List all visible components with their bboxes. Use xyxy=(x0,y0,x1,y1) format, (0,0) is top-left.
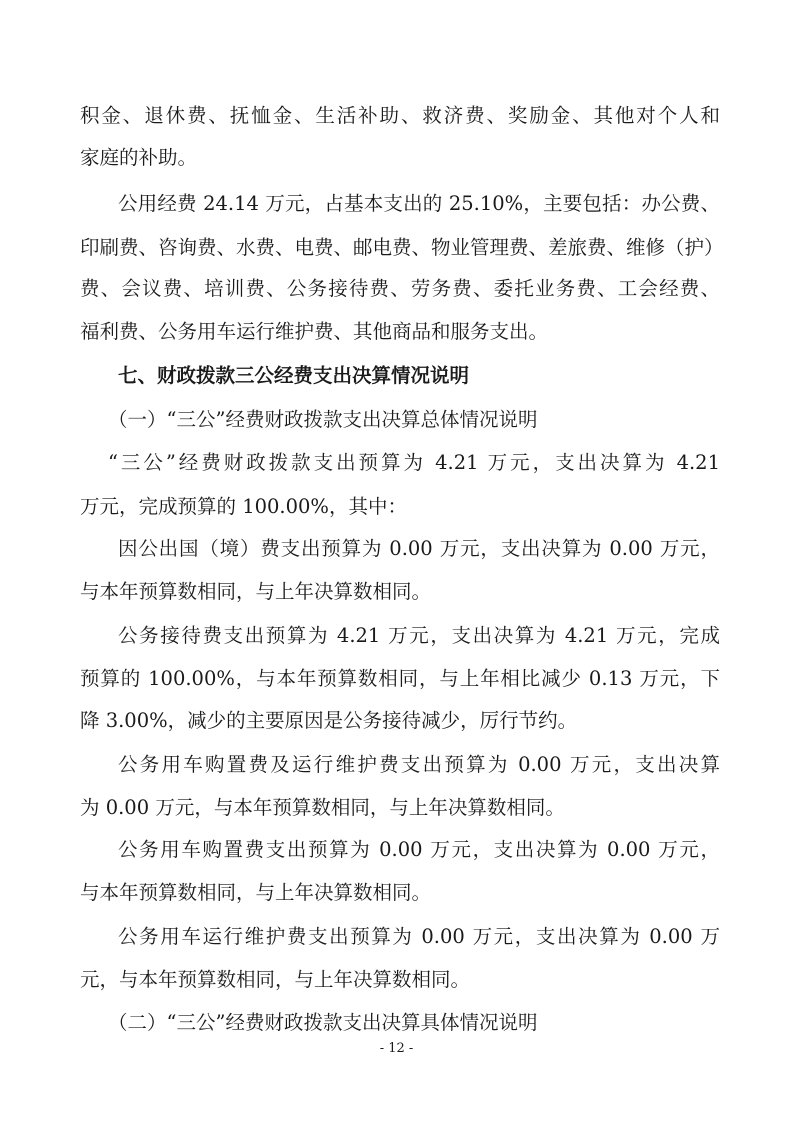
body-text-line: 因公出国（境）费支出预算为 0.00 万元，支出决算为 0.00 万元， xyxy=(118,537,720,560)
body-text-line: “三公”经费财政拨款支出预算为 4.21 万元，支出决算为 4.21 xyxy=(108,451,720,474)
body-text-line: 费、会议费、培训费、公务接待费、劳务费、委托业务费、工会经费、 xyxy=(80,277,720,300)
body-text-line: 公务用车购置费支出预算为 0.00 万元，支出决算为 0.00 万元， xyxy=(118,838,720,861)
body-text-line: 预算的 100.00%，与本年预算数相同，与上年相比减少 0.13 万元，下 xyxy=(80,667,720,690)
body-text-line: 公务用车运行维护费支出预算为 0.00 万元，支出决算为 0.00 万 xyxy=(118,925,720,948)
body-text-line: 为 0.00 万元，与本年预算数相同，与上年决算数相同。 xyxy=(80,796,565,819)
body-text-line: 万元，完成预算的 100.00%，其中： xyxy=(80,495,407,518)
body-text-line: 降 3.00%，减少的主要原因是公务接待减少，厉行节约。 xyxy=(80,709,578,732)
body-text-line: 元，与本年预算数相同，与上年决算数相同。 xyxy=(80,968,471,991)
body-text-line: 积金、退休费、抚恤金、生活补助、救济费、奖励金、其他对个人和 xyxy=(80,104,720,127)
subsection-heading: （二）“三公”经费财政拨款支出决算具体情况说明 xyxy=(108,1011,538,1034)
body-text-line: 公务接待费支出预算为 4.21 万元，支出决算为 4.21 万元，完成 xyxy=(118,624,720,647)
body-text-line: 公用经费 24.14 万元，占基本支出的 25.10%，主要包括：办公费、 xyxy=(118,192,720,215)
section-heading: 七、财政拨款三公经费支出决算情况说明 xyxy=(118,364,470,387)
body-text-line: 与本年预算数相同，与上年决算数相同。 xyxy=(80,580,432,603)
body-text-line: 印刷费、咨询费、水费、电费、邮电费、物业管理费、差旅费、维修（护） xyxy=(80,236,724,259)
body-text-line: 福利费、公务用车运行维护费、其他商品和服务支出。 xyxy=(80,320,549,343)
body-text-line: 公务用车购置费及运行维护费支出预算为 0.00 万元，支出决算 xyxy=(118,753,720,776)
page-number: - 12 - xyxy=(379,1041,414,1056)
subsection-heading: （一）“三公”经费财政拨款支出决算总体情况说明 xyxy=(108,408,538,431)
body-text-line: 家庭的补助。 xyxy=(80,146,198,169)
body-text-line: 与本年预算数相同，与上年决算数相同。 xyxy=(80,881,432,904)
